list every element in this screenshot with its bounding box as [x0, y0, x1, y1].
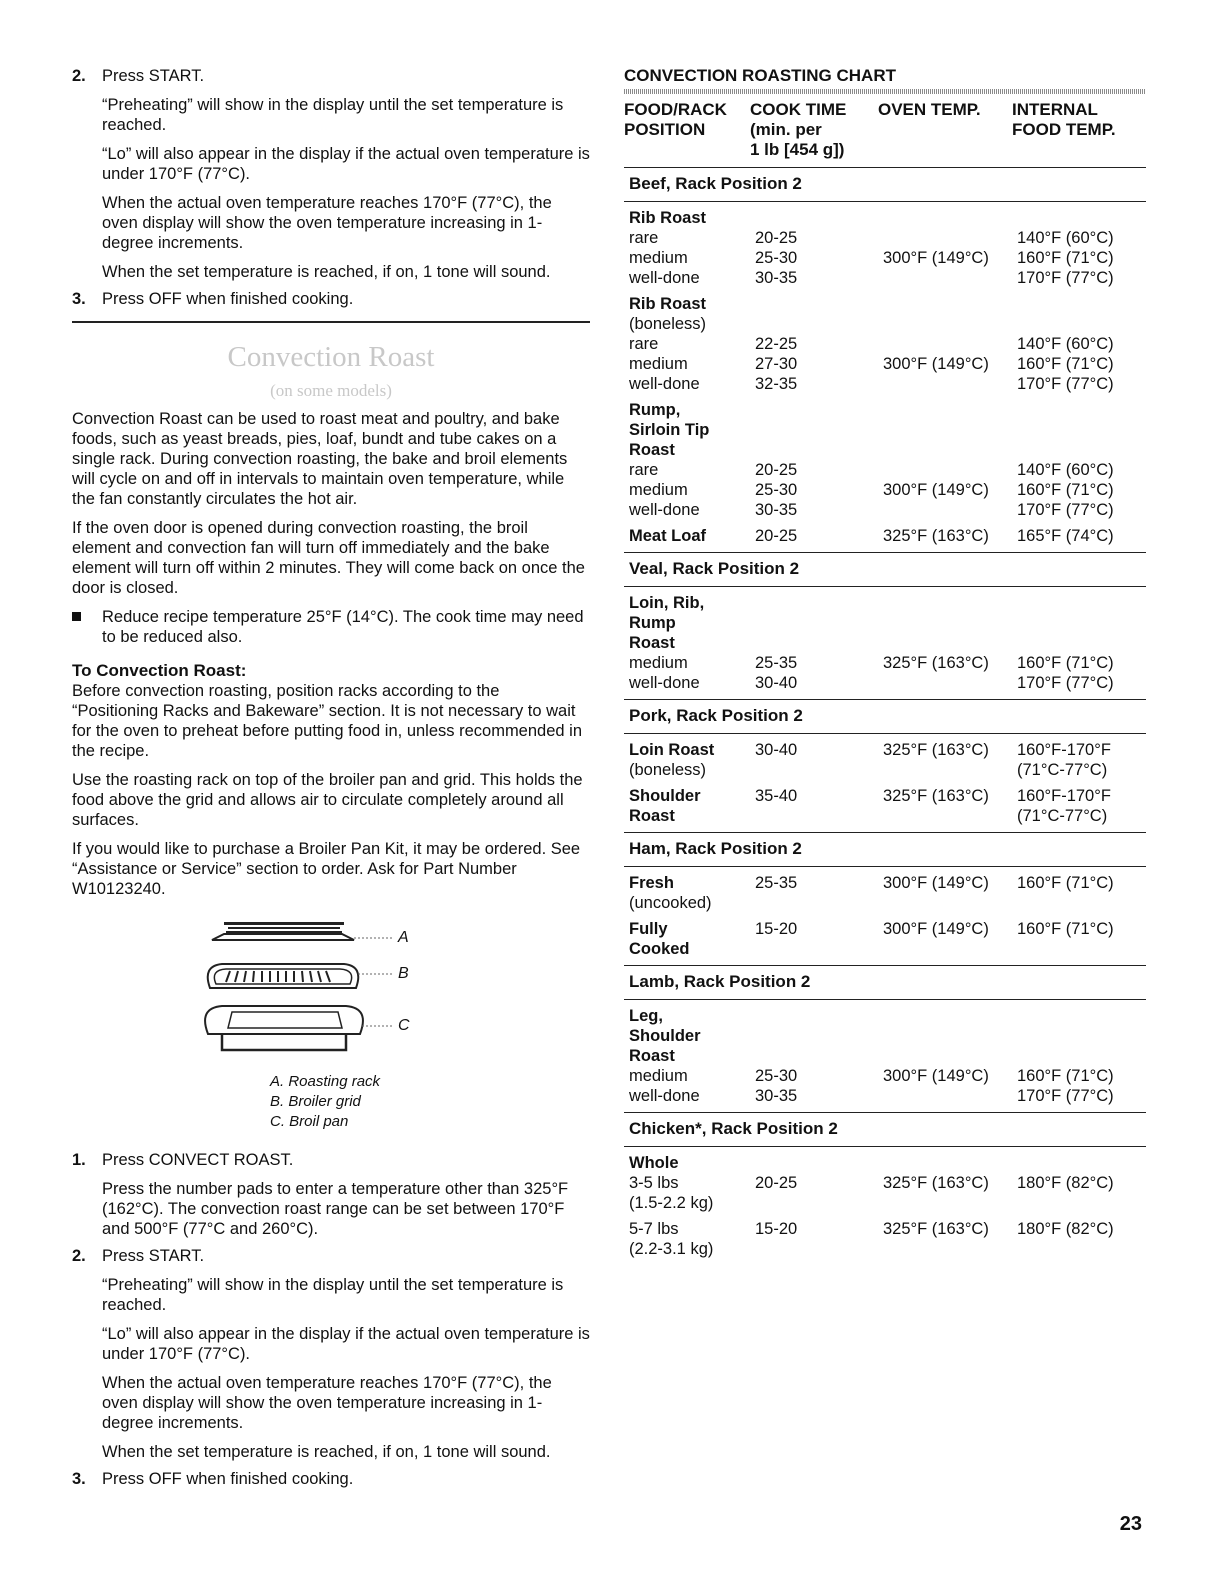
- table-row: [624, 526, 1146, 546]
- cell-food: well-done: [629, 375, 700, 393]
- chart-header: [624, 100, 1146, 160]
- step-text: When the actual oven temperature reaches 170°F (77°C), the oven display will show the oven temperature increasing in 1-degree increments.: [102, 1374, 552, 1432]
- cell-cook-time: [755, 400, 883, 460]
- cell-food: rare: [629, 229, 659, 247]
- cell-food: Rib Roast: [629, 209, 707, 227]
- cell-food: (boneless): [629, 761, 707, 779]
- cell-food: Meat Loaf: [629, 527, 707, 545]
- broil-pan-icon: [205, 1006, 394, 1050]
- cell-food: Whole: [629, 1154, 679, 1172]
- bullet-text: Reduce recipe temperature 25°F (14°C). The cook time may need to be reduced also.: [102, 608, 584, 646]
- step-text: When the set temperature is reached, if on, 1 tone will sound.: [102, 263, 551, 281]
- table-row: [624, 893, 1146, 913]
- roasting-rack-icon: [212, 922, 394, 940]
- table-row: [624, 400, 1146, 460]
- table-row: [624, 673, 1146, 693]
- food-block: [624, 294, 1146, 394]
- section-subtitle: (on some models): [270, 381, 392, 400]
- cell-oven-temp: 325°F (163°C): [883, 527, 989, 545]
- step-text: When the actual oven temperature reaches 170°F (77°C), the oven display will show the oven temperature increasing in 1-degree increments.: [102, 194, 552, 252]
- cell-cook-time: [755, 314, 883, 334]
- cell-cook-time: [755, 1153, 883, 1173]
- cell-cook-time: 30-40: [755, 674, 798, 692]
- table-row: [624, 740, 1146, 760]
- cell-oven-temp: 300°F (149°C): [883, 355, 989, 373]
- cell-oven-temp: [883, 760, 1017, 780]
- table-row: [624, 248, 1146, 268]
- subhead: To Convection Roast:: [72, 661, 247, 680]
- table-row: [624, 314, 1146, 334]
- figure-letter: A: [398, 929, 409, 946]
- cell-food: Rump, Sirloin Tip Roast: [629, 401, 710, 459]
- cell-cook-time: 22-25: [755, 335, 798, 353]
- cell-oven-temp: [883, 593, 1017, 653]
- cell-oven-temp: 300°F (149°C): [883, 481, 989, 499]
- step-item: [72, 1246, 590, 1462]
- table-row: [624, 334, 1146, 354]
- table-row: [624, 653, 1146, 673]
- cell-internal-temp: 140°F (60°C): [1017, 229, 1114, 247]
- step-number: 3.: [72, 1470, 86, 1488]
- food-block: [624, 593, 1146, 693]
- cell-internal-temp: 170°F (77°C): [1017, 269, 1114, 287]
- chart-body: [624, 167, 1146, 1259]
- intro-paragraph: Convection Roast can be used to roast meat and poultry, and bake foods, such as yeast breads, pies, loaf, bundt and tube cakes on a single rack. During convection roasting, the bake and broil elements will cycle on and off in intervals to maintain oven temperature, while the fan constantly circulates the hot air.: [72, 410, 568, 508]
- table-row: [624, 268, 1146, 288]
- cell-internal-temp: 180°F (82°C): [1017, 1174, 1114, 1192]
- cell-food: medium: [629, 481, 688, 499]
- category-header: Ham, Rack Position 2: [624, 832, 1146, 867]
- cell-cook-time: 25-30: [755, 1067, 798, 1085]
- cell-internal-temp: 170°F (77°C): [1017, 1087, 1114, 1105]
- figure-caption: B. Broiler grid: [270, 1093, 361, 1110]
- category-header: Lamb, Rack Position 2: [624, 965, 1146, 1000]
- cell-oven-temp: [883, 268, 1017, 288]
- cell-oven-temp: [883, 1086, 1017, 1106]
- cell-food: Loin, Rib, Rump Roast: [629, 594, 705, 652]
- how-paragraph: Before convection roasting, position racks according to the “Positioning Racks and Bakeware” section. It is not necessary to wait for the oven to preheat before putting food in, unless recommended in the recipe.: [72, 682, 582, 760]
- cell-cook-time: 30-35: [755, 501, 798, 519]
- cell-oven-temp: [883, 314, 1017, 334]
- cell-internal-temp: 160°F-170°F (71°C-77°C): [1017, 787, 1111, 825]
- cell-oven-temp: [883, 500, 1017, 520]
- table-row: [624, 374, 1146, 394]
- cell-cook-time: [755, 208, 883, 228]
- cell-oven-temp: 325°F (163°C): [883, 787, 989, 805]
- food-block: [624, 400, 1146, 520]
- bullet-icon: [72, 612, 81, 621]
- cell-cook-time: 25-35: [755, 874, 798, 892]
- cell-internal-temp: 140°F (60°C): [1017, 335, 1114, 353]
- table-row: [624, 1219, 1146, 1259]
- step-text: Press OFF when finished cooking.: [102, 1470, 354, 1488]
- cell-internal-temp: [1017, 593, 1147, 653]
- cell-food: medium: [629, 1067, 688, 1085]
- cell-internal-temp: 160°F-170°F: [1017, 741, 1111, 759]
- cell-oven-temp: 300°F (149°C): [883, 874, 989, 892]
- cell-cook-time: 20-25: [755, 229, 798, 247]
- cell-cook-time: 30-35: [755, 1087, 798, 1105]
- food-block: [624, 919, 1146, 959]
- cell-food: Loin Roast: [629, 741, 715, 759]
- step-item: [72, 289, 590, 309]
- step-text: Press the number pads to enter a temperature other than 325°F (162°C). The convection roast range can be set between 170°F and 500°F (77°C and 260°C).: [102, 1180, 569, 1238]
- cell-internal-temp: [1017, 1006, 1147, 1066]
- cell-cook-time: 15-20: [755, 920, 798, 938]
- food-block: [624, 740, 1146, 780]
- cell-food: 5-7 lbs (2.2-3.1 kg): [629, 1220, 714, 1258]
- step-text: “Preheating” will show in the display until the set temperature is reached.: [102, 1276, 564, 1314]
- cell-oven-temp: [883, 1006, 1017, 1066]
- section-divider: [72, 321, 590, 323]
- cell-oven-temp: [883, 673, 1017, 693]
- table-row: [624, 500, 1146, 520]
- table-row: [624, 786, 1146, 826]
- table-row: [624, 460, 1146, 480]
- bottom-steps: [72, 1150, 590, 1489]
- cell-food: well-done: [629, 501, 700, 519]
- cell-food: well-done: [629, 1087, 700, 1105]
- cell-food: (boneless): [629, 315, 707, 333]
- figure-letter: B: [398, 965, 409, 982]
- cell-internal-temp: [1017, 1153, 1147, 1173]
- cell-cook-time: [755, 760, 883, 780]
- step-text: “Lo” will also appear in the display if the actual oven temperature is under 170°F (77°C).: [102, 1325, 590, 1363]
- cell-food: Rib Roast: [629, 295, 707, 313]
- table-row: [624, 760, 1146, 780]
- step-text: “Preheating” will show in the display until the set temperature is reached.: [102, 96, 564, 134]
- cell-internal-temp: [1017, 294, 1147, 314]
- cell-cook-time: 25-30: [755, 249, 798, 267]
- cell-food: Shoulder Roast: [629, 787, 701, 825]
- cell-internal-temp: 170°F (77°C): [1017, 674, 1114, 692]
- step-number: 2.: [72, 1247, 86, 1265]
- cell-oven-temp: [883, 1153, 1017, 1173]
- cell-oven-temp: [883, 460, 1017, 480]
- cell-cook-time: 15-20: [755, 1220, 798, 1238]
- cell-food: (uncooked): [629, 894, 712, 912]
- broiler-grid-icon: [208, 964, 394, 988]
- header-cook-time: COOK TIME (min. per 1 lb [454 g]): [750, 100, 847, 159]
- food-block: [624, 786, 1146, 826]
- step-text: Press OFF when finished cooking.: [102, 290, 354, 308]
- chart-title: CONVECTION ROASTING CHART: [624, 66, 896, 85]
- cell-food: medium: [629, 355, 688, 373]
- category-header: Chicken*, Rack Position 2: [624, 1112, 1146, 1147]
- table-row: [624, 354, 1146, 374]
- step-number: 2.: [72, 67, 86, 85]
- category-header: Pork, Rack Position 2: [624, 699, 1146, 734]
- cell-oven-temp: 325°F (163°C): [883, 1220, 989, 1238]
- broiler-pan-illustration: [72, 908, 590, 1068]
- cell-oven-temp: [883, 228, 1017, 248]
- cell-internal-temp: 160°F (71°C): [1017, 481, 1114, 499]
- step-item: [72, 1469, 590, 1489]
- cell-food: rare: [629, 335, 659, 353]
- step-text: Press START.: [102, 1247, 205, 1265]
- food-block: [624, 873, 1146, 913]
- figure-caption: C. Broil pan: [270, 1113, 349, 1130]
- cell-cook-time: [755, 593, 883, 653]
- how-paragraph: If you would like to purchase a Broiler Pan Kit, it may be ordered. See “Assistance or Service” section to order. Ask for Part Number W10123240.: [72, 840, 581, 898]
- cell-cook-time: 30-35: [755, 269, 798, 287]
- cell-food: medium: [629, 249, 688, 267]
- step-number: 1.: [72, 1151, 86, 1169]
- table-row: [624, 1086, 1146, 1106]
- left-column: [72, 66, 590, 1496]
- broiler-pan-figure: [72, 908, 590, 1144]
- step-number: 3.: [72, 290, 86, 308]
- cell-internal-temp: 160°F (71°C): [1017, 920, 1114, 938]
- cell-internal-temp: 160°F (71°C): [1017, 874, 1114, 892]
- cell-cook-time: 27-30: [755, 355, 798, 373]
- cell-food: rare: [629, 461, 659, 479]
- cell-internal-temp: 170°F (77°C): [1017, 501, 1114, 519]
- cell-cook-time: [755, 1006, 883, 1066]
- cell-cook-time: 20-25: [755, 527, 798, 545]
- cell-food: well-done: [629, 269, 700, 287]
- cell-cook-time: 25-30: [755, 481, 798, 499]
- cell-internal-temp: [1017, 893, 1147, 913]
- header-food: FOOD/RACK POSITION: [624, 100, 727, 139]
- food-block: [624, 1219, 1146, 1259]
- cell-oven-temp: [883, 374, 1017, 394]
- step-item: [72, 1150, 590, 1239]
- cell-food: well-done: [629, 674, 700, 692]
- food-block: [624, 1006, 1146, 1106]
- cell-cook-time: [755, 294, 883, 314]
- step-text: When the set temperature is reached, if on, 1 tone will sound.: [102, 1443, 551, 1461]
- table-row: [624, 1153, 1146, 1173]
- cell-internal-temp: 160°F (71°C): [1017, 654, 1114, 672]
- cell-food: Fully Cooked: [629, 920, 690, 958]
- section-title: Convection Roast: [227, 341, 435, 373]
- top-steps: [72, 66, 590, 309]
- cell-internal-temp: [1017, 314, 1147, 334]
- cell-internal-temp: 160°F (71°C): [1017, 355, 1114, 373]
- cell-food: Fresh: [629, 874, 674, 892]
- table-row: [624, 873, 1146, 893]
- right-column: [624, 66, 1146, 1265]
- cell-internal-temp: [1017, 400, 1147, 460]
- cell-oven-temp: [883, 208, 1017, 228]
- cell-internal-temp: 160°F (71°C): [1017, 1067, 1114, 1085]
- cell-cook-time: 25-35: [755, 654, 798, 672]
- dotted-rule: [624, 89, 1146, 94]
- cell-internal-temp: [1017, 208, 1147, 228]
- food-block: [624, 208, 1146, 288]
- figure-captions: [270, 1072, 380, 1132]
- table-row: [624, 208, 1146, 228]
- cell-internal-temp: 165°F (74°C): [1017, 527, 1114, 545]
- cell-internal-temp: 160°F (71°C): [1017, 249, 1114, 267]
- cell-cook-time: 20-25: [755, 1174, 798, 1192]
- cell-internal-temp: 140°F (60°C): [1017, 461, 1114, 479]
- step-item: [72, 66, 590, 282]
- cell-food: medium: [629, 654, 688, 672]
- table-row: [624, 1173, 1146, 1213]
- cell-internal-temp: 170°F (77°C): [1017, 375, 1114, 393]
- header-internal-temp: INTERNAL FOOD TEMP.: [1012, 100, 1116, 139]
- bullet-item: [72, 607, 590, 647]
- category-header: Beef, Rack Position 2: [624, 167, 1146, 202]
- figure-letter: C: [398, 1017, 410, 1034]
- page-number: 23: [1119, 1513, 1142, 1535]
- cell-oven-temp: 300°F (149°C): [883, 1067, 989, 1085]
- table-row: [624, 1006, 1146, 1066]
- table-row: [624, 228, 1146, 248]
- cell-internal-temp: 180°F (82°C): [1017, 1220, 1114, 1238]
- table-row: [624, 480, 1146, 500]
- cell-oven-temp: 325°F (163°C): [883, 741, 989, 759]
- category-header: Veal, Rack Position 2: [624, 552, 1146, 587]
- cell-cook-time: [755, 893, 883, 913]
- table-row: [624, 593, 1146, 653]
- table-row: [624, 919, 1146, 959]
- cell-oven-temp: [883, 893, 1017, 913]
- cell-oven-temp: [883, 294, 1017, 314]
- food-block: [624, 1153, 1146, 1213]
- cell-cook-time: 32-35: [755, 375, 798, 393]
- cell-oven-temp: 300°F (149°C): [883, 920, 989, 938]
- step-text: Press CONVECT ROAST.: [102, 1151, 294, 1169]
- food-block: [624, 526, 1146, 546]
- intro-paragraph: If the oven door is opened during convection roasting, the broil element and convection fan will turn off immediately and the bake element will turn off within 2 minutes. They will come back on once the door is closed.: [72, 519, 585, 597]
- cell-internal-temp: (71°C-77°C): [1017, 761, 1108, 779]
- header-oven-temp: OVEN TEMP.: [878, 100, 981, 119]
- cell-oven-temp: [883, 400, 1017, 460]
- table-row: [624, 294, 1146, 314]
- step-text: “Lo” will also appear in the display if the actual oven temperature is under 170°F (77°C).: [102, 145, 590, 183]
- cell-food: 3-5 lbs (1.5-2.2 kg): [629, 1174, 714, 1212]
- cell-oven-temp: 325°F (163°C): [883, 1174, 989, 1192]
- how-paragraph: Use the roasting rack on top of the broiler pan and grid. This holds the food above the grid and allows air to circulate completely around all surfaces.: [72, 771, 583, 829]
- cell-cook-time: 20-25: [755, 461, 798, 479]
- figure-caption: A. Roasting rack: [270, 1073, 381, 1090]
- cell-food: Leg, Shoulder Roast: [629, 1007, 701, 1065]
- cell-cook-time: 30-40: [755, 741, 798, 759]
- table-row: [624, 1066, 1146, 1086]
- cell-oven-temp: 300°F (149°C): [883, 249, 989, 267]
- step-text: Press START.: [102, 67, 205, 85]
- cell-oven-temp: 325°F (163°C): [883, 654, 989, 672]
- cell-oven-temp: [883, 334, 1017, 354]
- cell-cook-time: 35-40: [755, 787, 798, 805]
